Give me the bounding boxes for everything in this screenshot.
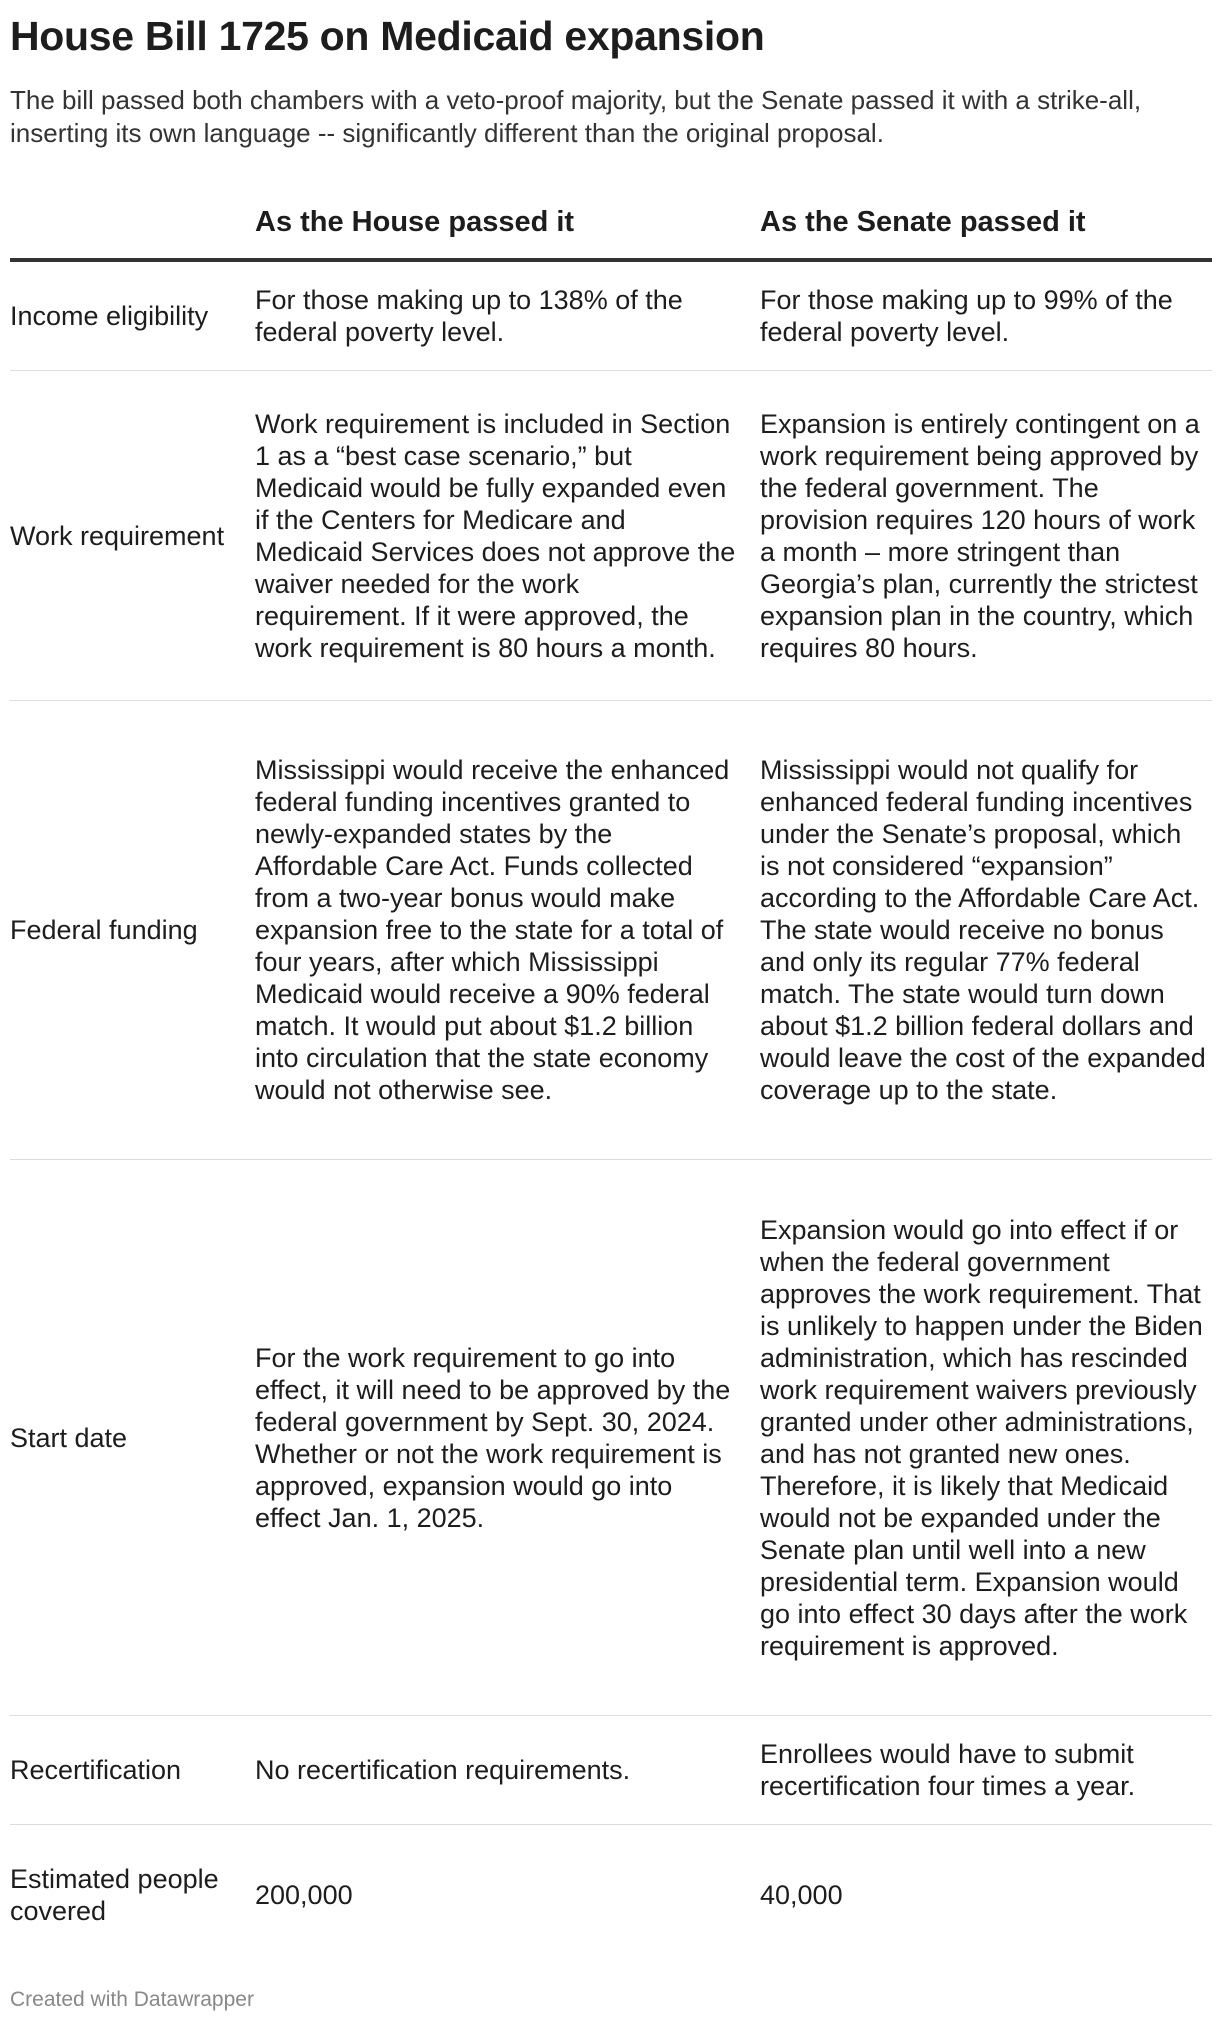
page-title: House Bill 1725 on Medicaid expansion xyxy=(10,13,765,59)
house-cell: Work requirement is included in Section 1 as a “best case scenario,” but Medicaid would be fully expanded even if the Centers for Medicare and Medicaid Services does not approve the waiver needed for the work requirement. If it were approved, the work requirement is 80 hours a month. xyxy=(255,371,760,701)
header-house-column: As the House passed it xyxy=(255,186,760,260)
header-senate-column: As the Senate passed it xyxy=(760,186,1212,260)
page-subtitle: The bill passed both chambers with a veto-proof majority, but the Senate passed it with a strike-all, inserting its own language -- significantly different than the original proposal. xyxy=(10,85,1142,148)
row-label: Work requirement xyxy=(10,371,255,701)
table-row xyxy=(10,260,1212,371)
house-cell: For the work requirement to go into effect, it will need to be approved by the federal government by Sept. 30, 2024. Whether or not the work requirement is approved, expansion would go into effect Jan. 1, 2025. xyxy=(255,1160,760,1716)
table-row xyxy=(10,1716,1212,1825)
comparison-table xyxy=(10,186,1212,1965)
table-row xyxy=(10,1160,1212,1716)
senate-cell: 40,000 xyxy=(760,1879,843,1910)
table-row xyxy=(10,371,1212,701)
senate-cell: Enrollees would have to submit recertification four times a year. xyxy=(760,1716,1212,1825)
senate-cell: Expansion would go into effect if or when the federal government approves the work requirement. That is unlikely to happen under the Biden administration, which has rescinded work requirement waivers previously granted under other administrations, and has not granted new ones. Therefore, it is likely that Medicaid would not be expanded under the Senate plan until well into a new presidential term. Expansion would go into effect 30 days after the work requirement is approved. xyxy=(760,1160,1212,1716)
senate-cell: For those making up to 99% of the federal poverty level. xyxy=(760,260,1212,371)
table-row xyxy=(10,1825,1212,1965)
datawrapper-credit: Created with Datawrapper xyxy=(10,1988,254,2011)
senate-cell: Expansion is entirely contingent on a work requirement being approved by the federal government. The provision requires 120 hours of work a month – more stringent than Georgia’s plan, currently the strictest expansion plan in the country, which requires 80 hours. xyxy=(760,371,1212,701)
page xyxy=(10,0,1212,1965)
house-cell: 200,000 xyxy=(255,1879,353,1910)
senate-cell: Mississippi would not qualify for enhanced federal funding incentives under the Senate’s proposal, which is not considered “expansion” according to the Affordable Care Act. The state would receive no bonus and only its regular 77% federal match. The state would turn down about $1.2 billion federal dollars and would leave the cost of the expanded coverage up to the state. xyxy=(760,701,1212,1160)
house-cell: Mississippi would receive the enhanced federal funding incentives granted to newly-expanded states by the Affordable Care Act. Funds collected from a two-year bonus would make expansion free to the state for a total of four years, after which Mississippi Medicaid would receive a 90% federal match. It would put about $1.2 billion into circulation that the state economy would not otherwise see. xyxy=(255,701,760,1160)
house-cell: For those making up to 138% of the federal poverty level. xyxy=(255,260,760,371)
table-row xyxy=(10,701,1212,1160)
row-label: Estimated people covered xyxy=(10,1863,219,1926)
house-cell: No recertification requirements. xyxy=(255,1716,760,1825)
table-header-row xyxy=(10,186,1212,260)
header-label-column xyxy=(10,186,255,260)
row-label: Start date xyxy=(10,1160,255,1716)
row-label: Income eligibility xyxy=(10,260,255,371)
row-label: Federal funding xyxy=(10,701,255,1160)
row-label: Recertification xyxy=(10,1716,255,1825)
